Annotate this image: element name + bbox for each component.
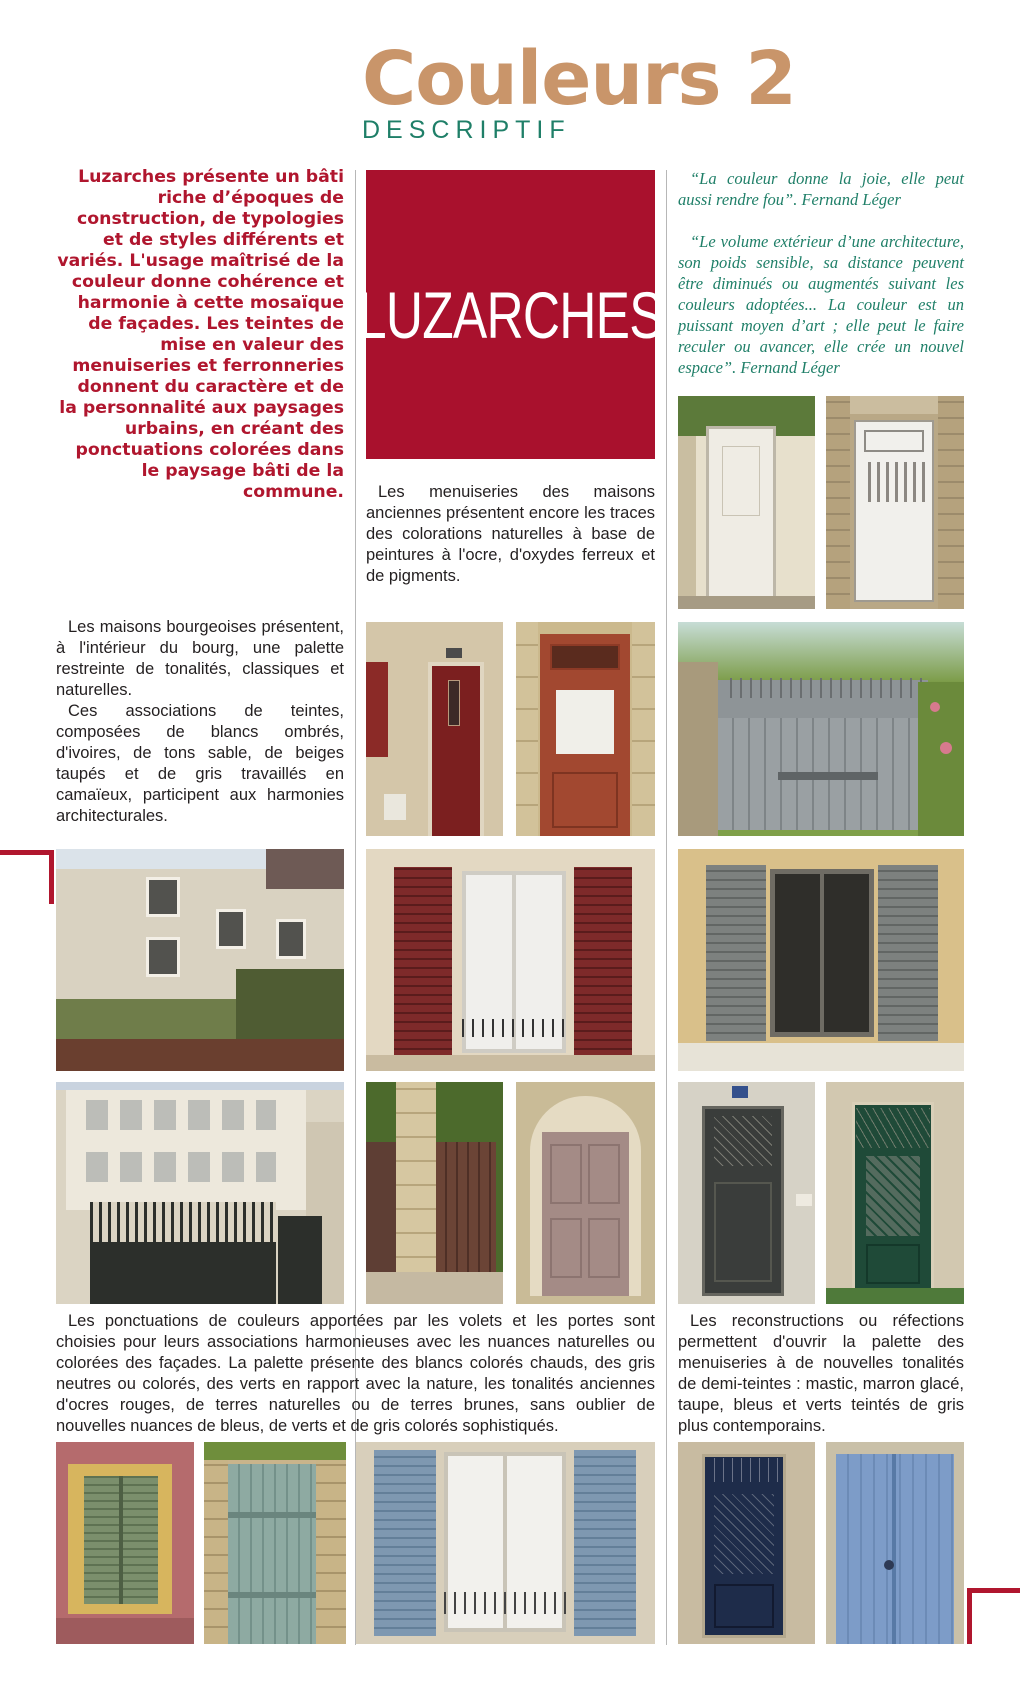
text-reconstructions-paragraph: Les reconstructions ou réfections permettent d'ouvrir la palette des menuiseries à de nouvelles tonalités de demi-teintes : mastic, marron glacé, taupe, bleus et verts teintés de gris plus contemporains. bbox=[678, 1312, 964, 1435]
photo-dark-grey-door bbox=[678, 1082, 815, 1304]
quote-joie: “La couleur donne la joie, elle peut aussi rendre fou”. Fernand Léger bbox=[678, 169, 964, 209]
text-menuiseries-paragraph: Les menuiseries des maisons anciennes présentent encore les traces des colorations naturelles à base de peintures à l'ocre, d'oxydes ferreux et de pigments. bbox=[366, 483, 655, 585]
text-menuiseries bbox=[366, 482, 655, 587]
photo-green-shutter-pink-wall bbox=[56, 1442, 194, 1644]
column-divider-right bbox=[666, 170, 667, 1645]
photo-bourgeois-house bbox=[56, 849, 344, 1071]
photo-red-door-1 bbox=[366, 622, 503, 836]
text-bourgeoises-paragraph-2: Ces associations de teintes, composées de blancs ombrés, d'ivoires, de tons sable, de beiges taupés et de gris travaillés en camaïeux, participent aux harmonies architecturales. bbox=[56, 702, 344, 825]
text-ponctuations-paragraph: Les ponctuations de couleurs apportées par les volets et les portes sont choisies pour leurs associations harmonieuses avec les nuances naturelles ou colorées des façades. La palette présente des blancs colorés chauds, des gris neutres ou colorés, des verts en rapport avec la nature, les tonalités anciennes d'ocres rouges, de terres naturelles ou de terres brunes, sans oublier de nouvelles nuances de bleus, de verts et de gris colorés sophistiqués. bbox=[56, 1312, 655, 1435]
corner-decoration-right bbox=[967, 1588, 1020, 1644]
luzarches-logo-text: LUZARCHES bbox=[358, 277, 663, 352]
page-title: Couleurs 2 bbox=[362, 36, 796, 122]
quote-volume: “Le volume extérieur d’une architecture, son poids sensible, sa distance peuvent être diminués ou augmentés suivant les couleurs adoptées... La couleur est un puissant moyen d’art ; elle peut le faire reculer ou avancer, elle crée un nouvel espace”. Fernand Léger bbox=[678, 232, 964, 377]
photo-house-black-gate bbox=[56, 1082, 344, 1304]
photo-red-door-2 bbox=[516, 622, 655, 836]
corner-decoration-left bbox=[0, 850, 54, 904]
page-subtitle: DESCRIPTIF bbox=[362, 116, 571, 144]
photo-brown-gate bbox=[366, 1082, 503, 1304]
quotes-block bbox=[678, 168, 964, 378]
photo-grey-gate bbox=[678, 622, 964, 836]
photo-white-door-ivy bbox=[678, 396, 815, 609]
photo-taupe-arched-door bbox=[516, 1082, 655, 1304]
photo-blue-garage-door bbox=[826, 1442, 964, 1644]
photo-green-door bbox=[826, 1082, 964, 1304]
text-ponctuations bbox=[56, 1311, 655, 1437]
photo-white-gate bbox=[826, 396, 964, 609]
photo-red-shutters bbox=[366, 849, 655, 1071]
photo-navy-door bbox=[678, 1442, 815, 1644]
intro-text: Luzarches présente un bâti riche d’époques de construction, de typologies et de styles différents et variés. L'usage maîtrisé de la couleur donne cohérence et harmonie à cette mosaïque de façades. Les teintes de mise en valeur des menuiseries et ferronneries donnent du caractère et de la personnalité aux paysages urbains, en créant des ponctuations colorées dans le paysage bâti de la commune. bbox=[57, 167, 344, 502]
photo-sage-gate bbox=[204, 1442, 346, 1644]
luzarches-logo-box bbox=[358, 170, 663, 459]
photo-grey-shutters bbox=[678, 849, 964, 1071]
text-reconstructions bbox=[678, 1311, 964, 1437]
photo-blue-shutters bbox=[356, 1442, 655, 1644]
text-maisons-bourgeoises bbox=[56, 617, 344, 827]
text-bourgeoises-paragraph-1: Les maisons bourgeoises présentent, à l'intérieur du bourg, une palette restreinte de tonalités, classiques et naturelles. bbox=[56, 618, 344, 699]
